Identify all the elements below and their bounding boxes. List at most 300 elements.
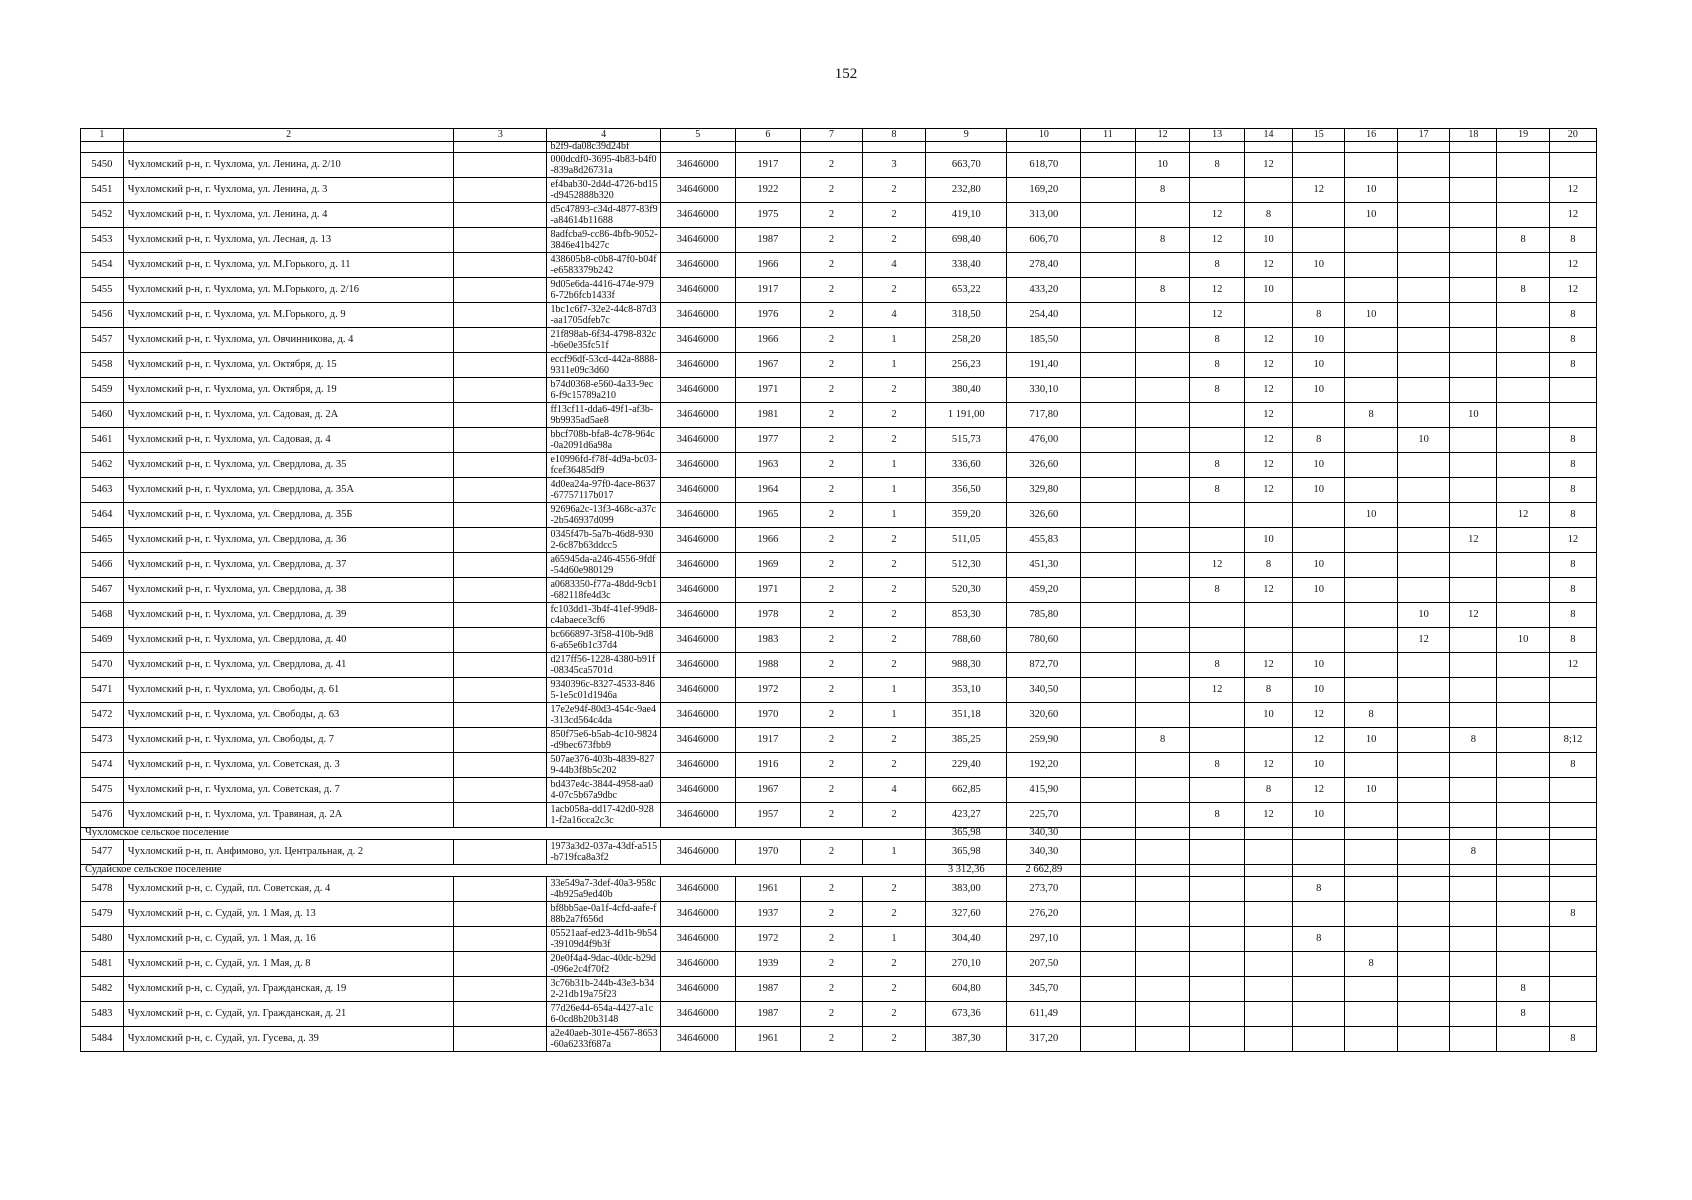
table-cell: 1970 [735,702,800,727]
table-cell [1293,527,1345,552]
table-cell [1135,876,1190,901]
table-cell: 1972 [735,677,800,702]
row-number: 5455 [81,277,124,302]
table-cell: 8 [1190,152,1245,177]
table-cell [1497,777,1549,802]
row-number: 5453 [81,227,124,252]
table-cell: 1971 [735,377,800,402]
table-cell [1549,377,1596,402]
address-cell: Чухломский р-н, г. Чухлома, ул. Свободы, д. 7 [123,727,454,752]
table-cell: 1976 [735,302,800,327]
table-cell [1081,876,1136,901]
table-cell: 604,80 [926,976,1007,1001]
table-cell: 1987 [735,227,800,252]
table-cell: 2 [863,976,926,1001]
table-cell [1549,864,1596,876]
guid-cell: a2e40aeb-301e-4567-8653-60a6233f687a [547,1026,660,1051]
table-cell: 256,23 [926,352,1007,377]
table-cell: 10 [1293,552,1345,577]
table-cell: 340,50 [1007,677,1081,702]
table-cell [1497,402,1549,427]
table-cell [1497,377,1549,402]
page-number: 152 [834,66,858,82]
table-cell: 1988 [735,652,800,677]
table-cell [1293,827,1345,839]
table-cell [800,141,862,152]
column-number: 7 [800,129,862,142]
table-cell: 12 [1549,277,1596,302]
guid-cell: ff13cf11-dda6-49f1-af3b-9b9935ad5ae8 [547,402,660,427]
table-cell: 10 [1345,727,1397,752]
table-cell: 34646000 [660,1026,735,1051]
table-cell [1135,602,1190,627]
table-cell [1345,864,1397,876]
table-cell: 2 [863,652,926,677]
table-cell: 2 [863,402,926,427]
row-number: 5471 [81,677,124,702]
table-cell: 10 [1293,677,1345,702]
table-cell [454,1026,547,1051]
table-cell: 8 [1190,752,1245,777]
table-cell [1450,252,1497,277]
table-cell: 8 [1293,926,1345,951]
row-number: 5462 [81,452,124,477]
table-cell [1397,864,1449,876]
table-cell: 663,70 [926,152,1007,177]
table-cell: 1977 [735,427,800,452]
table-cell [1497,864,1549,876]
table-cell: 2 [863,227,926,252]
address-cell: Чухломский р-н, г. Чухлома, ул. Свободы, д. 63 [123,702,454,727]
table-cell: 1917 [735,152,800,177]
table-cell [1081,377,1136,402]
table-cell [1190,727,1245,752]
table-cell [1450,502,1497,527]
table-cell: 8 [1549,552,1596,577]
column-number: 1 [81,129,124,142]
guid-cell: b74d0368-e560-4a33-9ec6-f9c15789a210 [547,377,660,402]
table-cell [1450,951,1497,976]
table-cell [1081,352,1136,377]
table-cell [1190,527,1245,552]
table-cell: 254,40 [1007,302,1081,327]
table-cell: 276,20 [1007,901,1081,926]
table-row [81,502,1597,527]
table-cell [454,327,547,352]
table-cell: 2 [863,951,926,976]
table-cell: 611,49 [1007,1001,1081,1026]
guid-cell: 850f75e6-b5ab-4c10-9824-d9bec673fbb9 [547,727,660,752]
table-cell: 2 [800,502,862,527]
guid-cell: bf8bb5ae-0a1f-4cfd-aafe-f88b2a7f656d [547,901,660,926]
table-cell: 10 [1293,477,1345,502]
table-cell [1081,627,1136,652]
section-total-living-area: 340,30 [1007,827,1081,839]
table-cell [1345,277,1397,302]
table-cell [1397,839,1449,864]
table-cell [1397,901,1449,926]
table-cell: 12 [1244,452,1292,477]
table-cell: 8 [1135,277,1190,302]
table-cell [1549,702,1596,727]
table-cell [1397,177,1449,202]
table-cell: 2 [863,202,926,227]
table-cell: 853,30 [926,602,1007,627]
table-cell: 1966 [735,252,800,277]
table-cell [454,202,547,227]
address-cell: Чухломский р-н, г. Чухлома, ул. Свердлова, д. 35 [123,452,454,477]
table-cell: 207,50 [1007,951,1081,976]
guid-cell: 3c76b31b-244b-43e3-b342-21db19a75f23 [547,976,660,1001]
table-row [81,677,1597,702]
table-cell [1397,802,1449,827]
table-cell: 8 [1549,502,1596,527]
table-cell: 329,80 [1007,477,1081,502]
row-number: 5452 [81,202,124,227]
table-cell: 2 [863,177,926,202]
table-cell: 2 [800,327,862,352]
table-cell: 10 [1293,327,1345,352]
table-cell: 8 [1549,577,1596,602]
table-cell: 359,20 [926,502,1007,527]
table-cell: 34646000 [660,876,735,901]
table-cell: 606,70 [1007,227,1081,252]
table-cell: 12 [1190,227,1245,252]
guid-cell: 000dcdf0-3695-4b83-b4f0-839a8d26731a [547,152,660,177]
table-cell: 1917 [735,727,800,752]
table-cell [454,802,547,827]
table-cell [1081,602,1136,627]
table-cell: 34646000 [660,951,735,976]
row-number: 5470 [81,652,124,677]
table-cell: 12 [1497,502,1549,527]
address-cell: Чухломский р-н, г. Чухлома, ул. М.Горького, д. 11 [123,252,454,277]
guid-cell: 8adfcba9-cc86-4bfb-9052-3846e41b427c [547,227,660,252]
table-cell [1293,951,1345,976]
row-number: 5467 [81,577,124,602]
table-cell [1190,951,1245,976]
table-cell [1450,177,1497,202]
address-cell: Чухломский р-н, с. Судай, пл. Советская, д. 4 [123,876,454,901]
table-cell [1549,926,1596,951]
table-cell: 318,50 [926,302,1007,327]
table-cell [1549,152,1596,177]
table-cell: 2 [800,1001,862,1026]
address-cell: Чухломский р-н, г. Чухлома, ул. Ленина, д. 4 [123,202,454,227]
table-cell: 8 [1190,377,1245,402]
address-cell: Чухломский р-н, п. Анфимово, ул. Центральная, д. 2 [123,839,454,864]
table-cell [1135,552,1190,577]
table-cell [1549,802,1596,827]
table-cell: 2 [800,227,862,252]
table-row [81,752,1597,777]
table-cell: 8 [1549,602,1596,627]
table-cell: 270,10 [926,951,1007,976]
row-number: 5480 [81,926,124,951]
table-cell: 12 [1244,577,1292,602]
table-cell: 34646000 [660,277,735,302]
row-number: 5472 [81,702,124,727]
table-cell [1190,839,1245,864]
column-number: 4 [547,129,660,142]
table-cell [1549,876,1596,901]
table-cell [454,727,547,752]
address-cell: Чухломский р-н, г. Чухлома, ул. Свердлова, д. 35Б [123,502,454,527]
table-cell: 2 [863,577,926,602]
table-cell: 12 [1244,377,1292,402]
table-cell: 2 [800,277,862,302]
table-cell: 34646000 [660,777,735,802]
housing-registry-table [80,128,1597,1052]
table-cell [1345,627,1397,652]
row-number: 5479 [81,901,124,926]
row-number: 5457 [81,327,124,352]
table-row [81,177,1597,202]
table-row [81,839,1597,864]
row-number: 5464 [81,502,124,527]
table-cell [1345,839,1397,864]
column-number: 17 [1397,129,1449,142]
address-cell: Чухломский р-н, г. Чухлома, ул. Травяная, д. 2А [123,802,454,827]
table-cell: 2 [863,552,926,577]
table-cell: 10 [1293,802,1345,827]
table-cell: 387,30 [926,1026,1007,1051]
table-cell: 12 [1293,727,1345,752]
table-cell [1397,277,1449,302]
guid-cell: 9d05e6da-4416-474e-9796-72b6fcb1433f [547,277,660,302]
table-cell: 336,60 [926,452,1007,477]
table-cell [1450,752,1497,777]
table-row [81,302,1597,327]
table-cell: 10 [1345,502,1397,527]
table-cell [1135,702,1190,727]
address-cell: Чухломский р-н, г. Чухлома, ул. Свободы, д. 61 [123,677,454,702]
address-cell: Чухломский р-н, г. Чухлома, ул. Овчинникова, д. 4 [123,327,454,352]
table-cell: 2 [800,802,862,827]
table-cell: 34646000 [660,327,735,352]
table-row [81,901,1597,926]
table-cell [1397,951,1449,976]
table-cell [1293,152,1345,177]
table-cell: 320,60 [1007,702,1081,727]
column-number: 10 [1007,129,1081,142]
table-cell [1450,277,1497,302]
table-row [81,252,1597,277]
table-cell: 34646000 [660,652,735,677]
table-cell: 511,05 [926,527,1007,552]
table-cell [1450,227,1497,252]
table-cell: 229,40 [926,752,1007,777]
table-row [81,402,1597,427]
table-cell: 12 [1244,152,1292,177]
table-cell [1345,527,1397,552]
table-cell [1345,577,1397,602]
table-cell: 12 [1549,177,1596,202]
table-cell [1450,452,1497,477]
table-cell [1190,177,1245,202]
table-cell: 2 [800,1026,862,1051]
guid-cell: e10996fd-f78f-4d9a-bc03-fcef36485df9 [547,452,660,477]
row-number: 5481 [81,951,124,976]
table-cell: 2 [800,352,862,377]
table-cell: 8 [1549,1026,1596,1051]
table-cell: 12 [1244,327,1292,352]
table-cell: 326,60 [1007,502,1081,527]
table-cell: 1966 [735,527,800,552]
table-cell [1081,702,1136,727]
table-cell [1135,502,1190,527]
table-cell [1135,1001,1190,1026]
table-cell [1345,252,1397,277]
table-cell: 1967 [735,352,800,377]
table-cell: 12 [1293,177,1345,202]
table-cell [1190,627,1245,652]
table-cell: 34646000 [660,802,735,827]
table-row [81,202,1597,227]
table-row [81,277,1597,302]
table-cell: 12 [1244,652,1292,677]
table-cell [1293,627,1345,652]
guid-cell: 4d0ea24a-97f0-4ace-8637-67757117b017 [547,477,660,502]
table-cell [1135,402,1190,427]
table-cell: 225,70 [1007,802,1081,827]
table-cell [1293,864,1345,876]
table-row [81,976,1597,1001]
table-cell: 8 [1345,951,1397,976]
table-cell [454,252,547,277]
section-row [81,827,1597,839]
table-cell [1497,702,1549,727]
table-cell: 8 [1345,702,1397,727]
table-cell: 12 [1244,352,1292,377]
table-cell [1450,926,1497,951]
table-cell [1450,901,1497,926]
table-cell: 8 [1244,552,1292,577]
table-cell: 10 [1135,152,1190,177]
table-cell: 1922 [735,177,800,202]
guid-cell: d5c47893-c34d-4877-83f9-a84614b11688 [547,202,660,227]
table-cell: 8 [1549,327,1596,352]
table-cell [454,427,547,452]
table-cell: 1939 [735,951,800,976]
table-cell [1293,202,1345,227]
table-row [81,552,1597,577]
table-cell [1135,627,1190,652]
table-cell: 34646000 [660,727,735,752]
table-cell: 2 [800,777,862,802]
table-cell: 2 [800,402,862,427]
table-cell: 34646000 [660,377,735,402]
table-cell: 34646000 [660,577,735,602]
table-cell: 34646000 [660,976,735,1001]
table-cell: 1987 [735,976,800,1001]
table-cell: 10 [1497,627,1549,652]
table-cell: 8 [1135,227,1190,252]
table-cell: 785,80 [1007,602,1081,627]
table-cell [1450,777,1497,802]
table-cell [1549,951,1596,976]
table-cell [1450,202,1497,227]
column-number: 20 [1549,129,1596,142]
address-cell: Чухломский р-н, г. Чухлома, ул. Свердлова, д. 38 [123,577,454,602]
table-cell [1397,876,1449,901]
table-row [81,327,1597,352]
row-number: 5469 [81,627,124,652]
table-cell: 2 [800,752,862,777]
table-row [81,652,1597,677]
guid-cell: 05521aaf-ed23-4d1b-9b54-39109d4f9b3f [547,926,660,951]
table-cell: 365,98 [926,839,1007,864]
table-cell: 169,20 [1007,177,1081,202]
table-cell [1345,901,1397,926]
table-cell [1244,727,1292,752]
table-cell: 1983 [735,627,800,652]
table-cell: 1 [863,352,926,377]
table-cell: 10 [1345,302,1397,327]
guid-cell: 33e549a7-3def-40a3-958c-4b925a9ed40b [547,876,660,901]
table-cell: 780,60 [1007,627,1081,652]
table-cell [1397,577,1449,602]
table-cell [1345,327,1397,352]
table-cell: 1961 [735,1026,800,1051]
table-cell: 34646000 [660,177,735,202]
table-cell [1450,827,1497,839]
table-cell [454,177,547,202]
table-row [81,951,1597,976]
table-cell [454,402,547,427]
table-cell: 8 [1549,477,1596,502]
table-cell [1135,427,1190,452]
table-cell [1081,577,1136,602]
address-cell: Чухломский р-н, с. Судай, ул. Гусева, д. 39 [123,1026,454,1051]
table-cell: 433,20 [1007,277,1081,302]
table-cell [454,452,547,477]
table-cell: 662,85 [926,777,1007,802]
table-cell [454,926,547,951]
table-cell: 2 [863,876,926,901]
table-cell [1293,976,1345,1001]
table-cell [1497,477,1549,502]
table-cell [1345,352,1397,377]
table-cell [1244,1026,1292,1051]
table-cell [454,777,547,802]
table-cell: 8 [1549,627,1596,652]
table-cell: 698,40 [926,227,1007,252]
table-cell [1450,327,1497,352]
guid-cell: 77d26e44-654a-4427-a1c6-0cd8b20b3148 [547,1001,660,1026]
table-cell: 12 [1190,552,1245,577]
table-cell [454,627,547,652]
table-cell: 8 [1190,652,1245,677]
guid-cell: d217ff56-1228-4380-b91f-08345ca5701d [547,652,660,677]
table-cell: 1 [863,839,926,864]
table-row [81,1026,1597,1051]
table-cell [1345,427,1397,452]
table-cell [1081,1026,1136,1051]
table-cell [1135,951,1190,976]
table-cell [454,577,547,602]
guid-cell: bd437e4c-3844-4958-aa04-07c5b67a9dbc [547,777,660,802]
table-row [81,377,1597,402]
table-cell: 34646000 [660,752,735,777]
table-cell [1549,141,1596,152]
table-cell: 380,40 [926,377,1007,402]
table-cell [660,141,735,152]
table-cell [1081,452,1136,477]
table-cell [1397,777,1449,802]
table-cell [1190,777,1245,802]
table-cell [1135,864,1190,876]
